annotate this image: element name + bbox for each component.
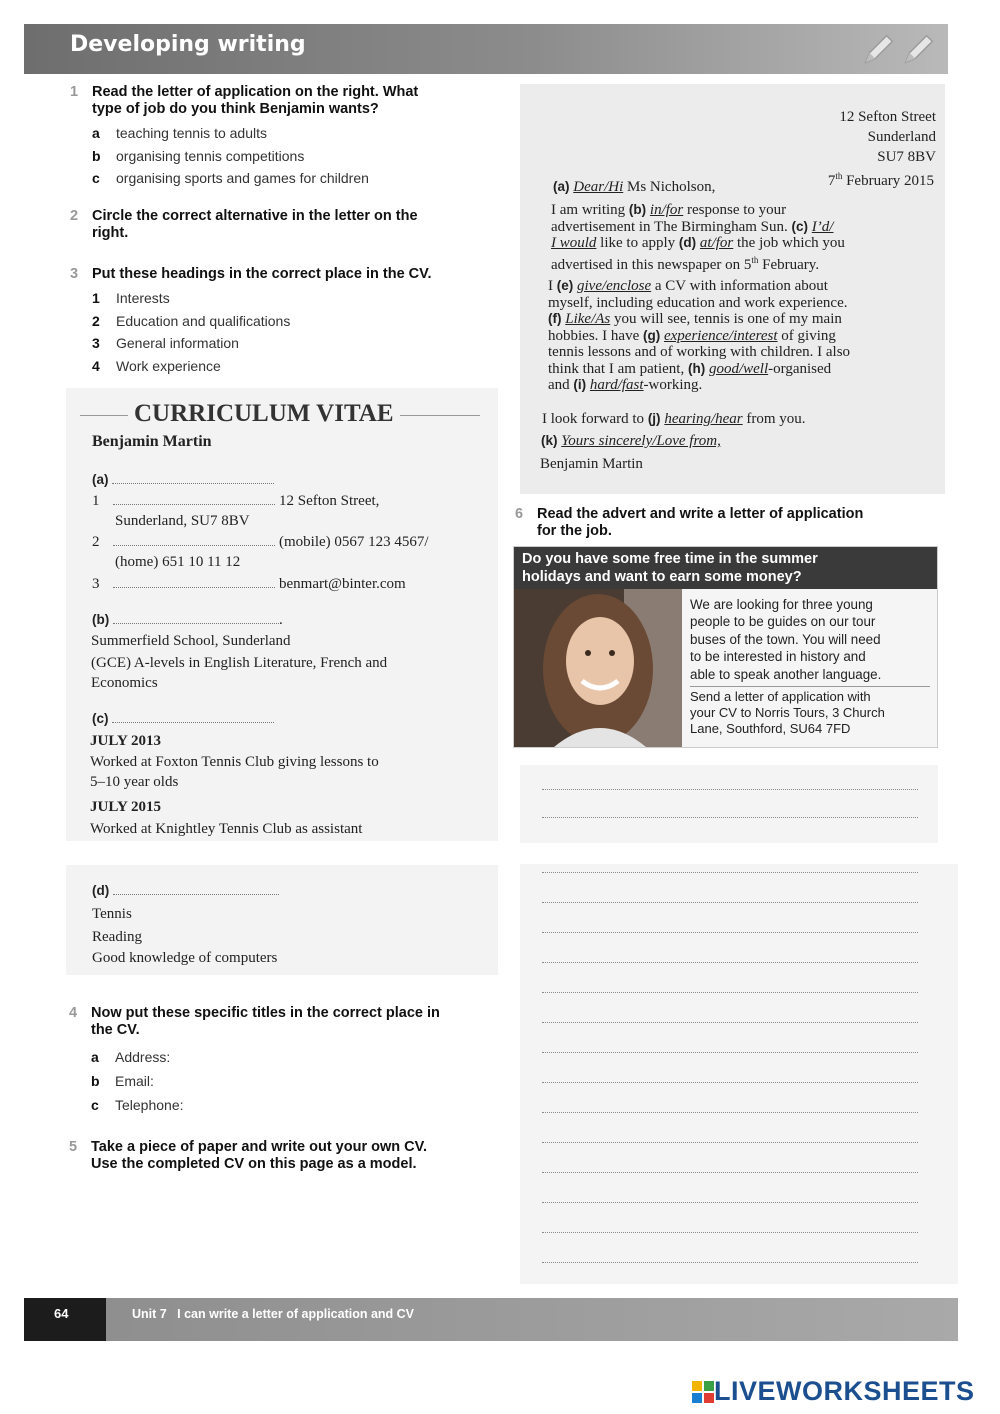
writing-line[interactable] xyxy=(542,1112,918,1113)
option-key: 2 xyxy=(92,312,100,329)
heading-option-4[interactable] xyxy=(92,355,290,378)
alternative-h[interactable]: good/well xyxy=(708,360,769,377)
gap-label: (e) xyxy=(556,278,574,293)
footer-caption xyxy=(132,1307,414,1321)
gap-label: (c) xyxy=(791,218,809,234)
brand-name: LIVEWORKSHEETS xyxy=(714,1376,975,1406)
advert-line: to be interested in history and xyxy=(690,649,866,665)
date-rest: February 2015 xyxy=(842,173,934,189)
question-number: 2 xyxy=(70,208,79,224)
writing-line[interactable] xyxy=(542,1142,918,1143)
section-header xyxy=(24,24,948,74)
advert-divider xyxy=(690,686,930,687)
email-value: benmart@binter.com xyxy=(279,576,406,592)
letter-text: February. xyxy=(758,256,820,273)
advert-headline xyxy=(514,547,937,589)
page-number: 64 xyxy=(24,1298,106,1341)
liveworksheets-logo xyxy=(692,1376,975,1407)
letter-text: hobbies. I have xyxy=(548,327,643,344)
heading-option-2[interactable] xyxy=(92,310,290,333)
question-text: type of job do you think Benjamin wants? xyxy=(92,101,379,117)
girl-photo xyxy=(514,589,682,747)
address-value: 12 Sefton Street, xyxy=(279,493,380,509)
writing-line[interactable] xyxy=(542,1052,918,1053)
question-text: Read the letter of application on the right. What xyxy=(92,84,419,100)
letter-signature: Benjamin Martin xyxy=(540,456,643,472)
cv-qualifications: (GCE) A-levels in English Literature, French and xyxy=(91,655,388,671)
writing-line[interactable] xyxy=(542,902,918,903)
question-4-options xyxy=(91,1045,184,1117)
address-line: 12 Sefton Street xyxy=(839,109,936,125)
writing-line[interactable] xyxy=(542,1202,918,1203)
writing-line[interactable] xyxy=(542,817,918,818)
option-text: Education and qualifications xyxy=(116,312,291,329)
telephone-value: (mobile) 0567 123 4567/ xyxy=(279,534,429,550)
writing-line[interactable] xyxy=(542,1022,918,1023)
question-text: Put these headings in the correct place in the CV. xyxy=(92,266,432,282)
advert-send-line: Lane, Southford, SU64 7FD xyxy=(690,721,851,737)
cv-title: CURRICULUM VITAE xyxy=(128,400,400,428)
option-key: b xyxy=(92,147,101,164)
alternative-b[interactable]: in/for xyxy=(649,202,684,218)
option-key: 1 xyxy=(92,290,100,306)
advert-body xyxy=(690,596,930,737)
option-key: a xyxy=(92,125,100,141)
question-4 xyxy=(69,1005,511,1039)
pencil-icon xyxy=(860,30,898,68)
letter-text: I xyxy=(548,278,557,294)
photo-illustration xyxy=(514,589,682,747)
gap-label: (b) xyxy=(628,202,647,217)
letter-text: and xyxy=(548,377,574,393)
pencil-icon xyxy=(900,30,938,68)
blank-end-dot: . xyxy=(279,612,283,628)
question-text: the CV. xyxy=(91,1022,140,1038)
section-title: Developing writing xyxy=(70,32,306,57)
telephone-value-cont: (home) 651 10 11 12 xyxy=(115,554,241,570)
letter-text: from you. xyxy=(742,411,806,427)
question-number: 6 xyxy=(515,506,524,522)
alternative-k[interactable]: Yours sincerely/Love from, xyxy=(561,433,721,449)
option-key: b xyxy=(91,1073,100,1089)
question-number: 3 xyxy=(70,266,79,282)
writing-area xyxy=(520,864,958,1284)
cv-telephone-line xyxy=(92,532,429,552)
heading-option-1[interactable] xyxy=(92,287,290,310)
heading-blank-b[interactable] xyxy=(113,611,279,624)
option-text: teaching tennis to adults xyxy=(116,125,267,141)
question-3-options xyxy=(92,287,290,377)
question-5 xyxy=(69,1139,511,1173)
option-a[interactable] xyxy=(92,122,369,145)
cv-email-line xyxy=(92,574,406,594)
cv-section-a xyxy=(92,470,274,490)
letter-text: -organised xyxy=(768,360,832,377)
alternative-f[interactable]: Like/As xyxy=(565,311,611,327)
advert-line: buses of the town. You will need xyxy=(690,631,881,647)
heading-label-d: (d) xyxy=(92,883,110,898)
cv-address-line xyxy=(92,491,379,511)
cv-name: Benjamin Martin xyxy=(92,433,212,450)
alternative-i[interactable]: hard/fast xyxy=(589,377,644,393)
cv-date: JULY 2013 xyxy=(90,733,161,749)
question-text: for the job. xyxy=(537,523,612,539)
telephone-title-blank[interactable] xyxy=(113,533,275,546)
letter-text: like to apply xyxy=(596,235,679,251)
letter-text: -working. xyxy=(643,377,703,393)
writing-line[interactable] xyxy=(542,1262,918,1263)
writing-line[interactable] xyxy=(542,1172,918,1173)
option-key: c xyxy=(92,170,100,186)
cv-date: JULY 2015 xyxy=(90,799,161,815)
writing-line[interactable] xyxy=(542,1232,918,1233)
letter-text: you will see, tennis is one of my main xyxy=(610,311,842,327)
gap-label: (h) xyxy=(687,360,706,376)
alternative-g[interactable]: experience/interest xyxy=(663,327,778,344)
unit-label: Unit 7 xyxy=(132,1307,167,1321)
option-text: Email: xyxy=(115,1073,154,1089)
question-6 xyxy=(515,506,937,540)
letter-text: myself, including education and work experience. xyxy=(548,294,848,311)
alternative-j[interactable]: hearing/hear xyxy=(664,411,743,427)
cv-job-cont: 5–10 year olds xyxy=(90,774,179,790)
gap-label: (i) xyxy=(573,377,587,392)
alternative-c[interactable]: I’d/ xyxy=(811,218,834,235)
option-text: Work experience xyxy=(116,357,221,374)
option-text: Telephone: xyxy=(115,1097,184,1113)
date-suffix: th xyxy=(751,254,759,265)
option-key: c xyxy=(91,1097,99,1113)
line-number: 2 xyxy=(92,534,100,550)
cv-interest: Good knowledge of computers xyxy=(92,950,278,966)
letter-text: tennis lessons and of working with children. I also xyxy=(548,344,851,360)
cv-section-b xyxy=(92,610,283,630)
writing-area-top xyxy=(520,765,938,843)
letter-text: think that I am patient, xyxy=(548,360,688,377)
logo-grid-icon xyxy=(692,1381,714,1403)
option-c[interactable] xyxy=(92,167,369,190)
letter-text: response to your xyxy=(683,202,787,218)
option-text: General information xyxy=(116,335,239,351)
writing-line[interactable] xyxy=(542,872,918,873)
letter-address xyxy=(700,107,936,167)
question-text: Now put these specific titles in the correct place in xyxy=(91,1005,440,1021)
line-number: 3 xyxy=(92,576,100,592)
letter-paragraph-1 xyxy=(551,202,936,273)
cv-school: Summerfield School, Sunderland xyxy=(91,633,291,649)
cv-job: Worked at Foxton Tennis Club giving lessons to xyxy=(90,754,379,770)
option-text: organising tennis competitions xyxy=(116,147,305,164)
question-text: Circle the correct alternative in the letter on the xyxy=(92,208,418,224)
date-suffix: th xyxy=(835,171,843,181)
question-text: Read the advert and write a letter of application xyxy=(537,506,864,522)
letter-text: I am writing xyxy=(551,202,629,218)
advert-send-line: Send a letter of application with xyxy=(690,689,871,705)
option-text: Interests xyxy=(116,290,170,306)
heading-option-3[interactable] xyxy=(92,332,290,355)
address-title-blank[interactable] xyxy=(113,492,275,505)
cv-interest: Tennis xyxy=(92,906,132,922)
question-1-options xyxy=(92,122,369,190)
option-text: Address: xyxy=(115,1049,171,1065)
cv-interest: Reading xyxy=(92,929,142,945)
address-line: Sunderland xyxy=(867,129,936,145)
alternative-c-cont[interactable]: I would xyxy=(551,235,597,251)
heading-blank-d[interactable] xyxy=(113,882,279,895)
address-line: SU7 8BV xyxy=(877,149,936,165)
title-option-a[interactable] xyxy=(91,1045,184,1069)
advert-line: able to speak another language. xyxy=(690,666,882,682)
letter-greeting xyxy=(553,179,715,196)
advert-line: We are looking for three young xyxy=(690,597,873,612)
gap-label: (a) xyxy=(553,179,570,194)
writing-line[interactable] xyxy=(542,962,918,963)
writing-line[interactable] xyxy=(542,789,918,790)
heading-blank-c[interactable] xyxy=(112,710,274,723)
letter-paragraph-2 xyxy=(548,278,940,394)
letter-date xyxy=(700,168,934,190)
writing-line[interactable] xyxy=(542,932,918,933)
cv-qualifications-cont: Economics xyxy=(91,675,158,691)
option-b[interactable] xyxy=(92,145,369,168)
line-number: 1 xyxy=(92,493,100,509)
date-day: 7 xyxy=(827,173,836,189)
letter-text: a CV with information about xyxy=(651,278,828,294)
letter-text: the job which you xyxy=(733,235,845,251)
question-text: Take a piece of paper and write out your own CV. xyxy=(91,1139,427,1155)
letter-paragraph-3 xyxy=(542,411,806,428)
question-number: 1 xyxy=(70,84,79,100)
headline-line: holidays and want to earn some money? xyxy=(522,569,802,585)
cv-section-d xyxy=(92,881,279,901)
address-value-cont: Sunderland, SU7 8BV xyxy=(115,513,250,529)
email-title-blank[interactable] xyxy=(113,575,275,588)
title-option-c[interactable] xyxy=(91,1093,184,1117)
question-1 xyxy=(70,84,492,118)
advert-line: people to be guides on our tour xyxy=(690,614,876,630)
question-text: Use the completed CV on this page as a model. xyxy=(91,1156,417,1172)
gap-label: (g) xyxy=(642,327,661,343)
option-text: organising sports and games for children xyxy=(116,170,369,186)
gap-label: (d) xyxy=(678,235,697,250)
writing-line[interactable] xyxy=(542,1082,918,1083)
page-footer xyxy=(24,1298,958,1341)
heading-label-c: (c) xyxy=(92,711,109,726)
letter-text: I look forward to xyxy=(542,411,648,427)
title-option-b[interactable] xyxy=(91,1069,184,1093)
advert-send-line: your CV to Norris Tours, 3 Church xyxy=(690,705,885,721)
question-2 xyxy=(70,208,492,242)
option-key: 4 xyxy=(92,357,100,374)
job-advert xyxy=(513,546,938,748)
option-key: a xyxy=(91,1049,99,1065)
gap-label: (k) xyxy=(541,433,558,448)
question-text: right. xyxy=(92,225,129,241)
alternative-e[interactable]: give/enclose xyxy=(577,278,652,294)
question-number: 5 xyxy=(69,1139,78,1155)
cv-job: Worked at Knightley Tennis Club as assistant xyxy=(90,821,363,837)
option-key: 3 xyxy=(92,335,100,351)
cv-section-c xyxy=(92,709,274,729)
alternative-a[interactable]: Dear/Hi xyxy=(573,179,624,195)
unit-caption: I can write a letter of application and CV xyxy=(177,1307,415,1321)
alternative-d[interactable]: at/for xyxy=(699,235,734,251)
headline-line: Do you have some free time in the summer xyxy=(522,551,818,567)
question-number: 4 xyxy=(69,1005,78,1021)
writing-line[interactable] xyxy=(542,992,918,993)
letter-text: advertisement in The Birmingham Sun. xyxy=(551,218,792,235)
heading-blank-a[interactable] xyxy=(112,471,274,484)
question-3 xyxy=(70,266,492,283)
gap-label: (f) xyxy=(548,311,562,326)
gap-label: (j) xyxy=(647,411,661,426)
heading-label-a: (a) xyxy=(92,472,109,487)
letter-text: of giving xyxy=(777,327,836,344)
letter-text: advertised in this newspaper on 5 xyxy=(551,256,752,273)
greeting-rest: Ms Nicholson, xyxy=(623,179,716,195)
letter-closing xyxy=(541,433,721,450)
heading-label-b: (b) xyxy=(92,612,110,627)
